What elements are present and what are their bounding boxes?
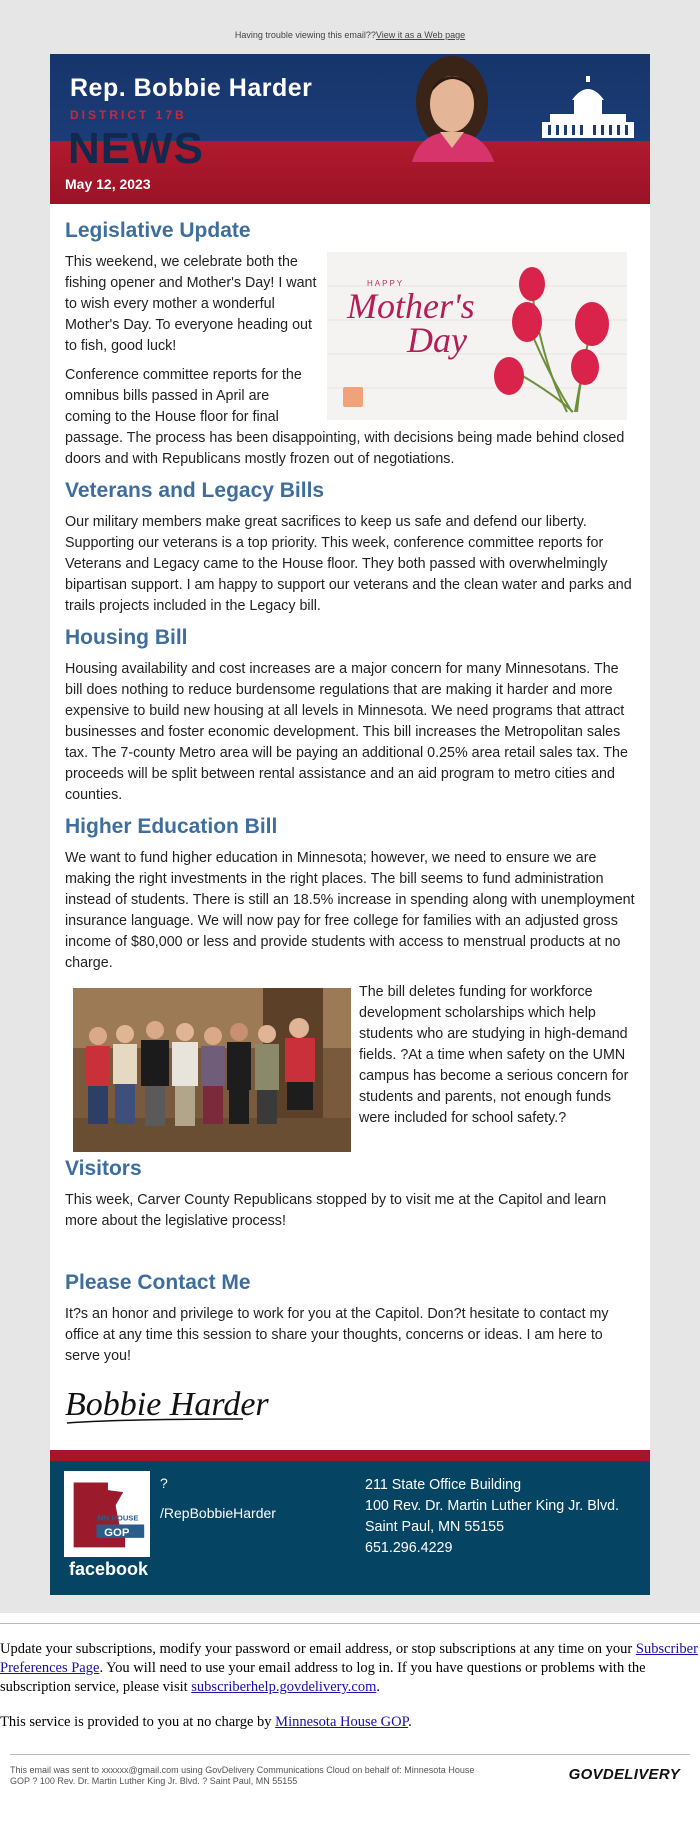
- card-mothers-text: Mother's: [347, 286, 475, 326]
- mn-house-gop-icon: [64, 1471, 150, 1557]
- newsletter-card: [50, 54, 650, 1595]
- legal-text: . You will need to use your email address to log in. If you have questions or problems with the subscription service, please visit: [0, 1660, 646, 1695]
- visitors-group-photo: [73, 988, 351, 1152]
- facebook-handle-link[interactable]: /RepBobbieHarder: [160, 1505, 276, 1521]
- visitors-heading: Visitors: [65, 1157, 142, 1180]
- address-line: 100 Rev. Dr. Martin Luther King Jr. Blvd.: [365, 1498, 620, 1514]
- capitol-icon: [540, 76, 636, 140]
- legal-p1: [0, 1640, 700, 1697]
- subscriber-help-link[interactable]: subscriberhelp.govdelivery.com: [191, 1679, 377, 1695]
- mothers-day-image: [327, 252, 627, 420]
- card-happy-text: HAPPY: [367, 279, 405, 288]
- subscriber-preferences-link[interactable]: Subscriber Preferences Page: [0, 1641, 698, 1676]
- higher-ed-heading: Higher Education Bill: [65, 815, 278, 838]
- higher-ed-p1: We want to fund higher education in Minnesota; however, we need to ensure we are making the right investments in the right places. The bill seems to fund administration instead of students. There is still an 18.5% increase in spending along with unemployment insurance language. We will now pay for free college for families with an adjusted gross income of $80,000 or less and provide students with access to menstrual products at no charge.: [65, 850, 635, 971]
- legislative-p1: This weekend, we celebrate both the fishing opener and Mother's Day! I want to wish every mother a wonderful Mother's Day. To everyone heading out to fish, good luck!: [65, 254, 317, 354]
- news-title: NEWS: [68, 124, 204, 173]
- legal-text: .: [376, 1679, 380, 1695]
- address-line: 211 State Office Building: [365, 1477, 522, 1493]
- contact-heading: Please Contact Me: [65, 1271, 251, 1294]
- veterans-p1: Our military members make great sacrifices to keep us safe and defend our liberty. Supporting our veterans is a top priority. This week, conference committee reports for Veterans and Legacy came to the House floor. They both passed with overwhelmingly bipartisan support. I am happy to support our veterans and the clean water and parks and trails projects included in the Legacy bill.: [65, 514, 632, 614]
- govdelivery-logo[interactable]: GOVDELIVERY: [568, 1766, 680, 1783]
- contact-footer: [50, 1461, 650, 1595]
- office-address: [365, 1475, 619, 1559]
- legislative-update-heading: Legislative Update: [65, 219, 251, 242]
- housing-p1: Housing availability and cost increases are a major concern for many Minnesotans. The bill does nothing to reduce burdensome regulations that are making it harder and more expensive to build new housing at all levels in Minnesota. We need programs that attract businesses and foster economic development. This bill increases the Metropolitan sales tax. The 7-county Metro area will be paying an additional 0.25% area retail sales tax. The proceeds will be split between rental assistance and an aid program to metro cities and counties.: [65, 661, 628, 803]
- minnesota-house-gop-link[interactable]: Minnesota House GOP: [275, 1714, 409, 1730]
- view-web-page-link[interactable]: View it as a Web page: [375, 30, 466, 40]
- preheader-text: Having trouble viewing this email??: [234, 30, 376, 40]
- footer-red-bar: [50, 1450, 650, 1461]
- district-label: DISTRICT 17B: [70, 108, 187, 122]
- visitors-p1: This week, Carver County Republicans stopped by to visit me at the Capitol and learn more about the legislative process!: [65, 1192, 607, 1229]
- rep-portrait: [390, 54, 515, 162]
- preheader: [0, 30, 700, 42]
- legal-text: Update your subscriptions, modify your password or email address, or stop subscriptions at any time on your: [0, 1641, 636, 1657]
- legislative-p2: Conference committee reports for the omnibus bills passed in April are coming to the House floor for final passage. The process has been disappointing, with decisions being made behind closed doors and with Republicans mostly frozen out of negotiations.: [65, 367, 625, 467]
- housing-heading: Housing Bill: [65, 626, 188, 649]
- logo-mn-house: MN HOUSE: [97, 1513, 139, 1523]
- contact-p1: It?s an honor and privilege to work for you at the Capitol. Don?t hesitate to contact my office at any time this session to share your thoughts, concerns or ideas. I am here to serve you!: [65, 1306, 609, 1364]
- signature-text: Bobbie Harder: [65, 1386, 269, 1423]
- legal-text: .: [408, 1714, 412, 1730]
- govdelivery-text: This email was sent to xxxxxx@gmail.com using GovDelivery Communications Cloud on behalf of: Minnesota House GOP ? 100 Rev. Dr. Martin Luther King Jr. Blvd. ? Saint Paul, MN 55155: [10, 1765, 475, 1786]
- newsletter-body: [50, 204, 650, 1450]
- header-banner: [50, 54, 650, 204]
- facebook-logo[interactable]: [64, 1471, 150, 1583]
- govdelivery-footer: [10, 1754, 690, 1799]
- phone-number: 651.296.4229: [365, 1540, 453, 1556]
- legal-p2: [0, 1713, 700, 1732]
- rep-name: Rep. Bobbie Harder: [70, 74, 313, 102]
- issue-date: May 12, 2023: [65, 176, 151, 192]
- higher-ed-p2: The bill deletes funding for workforce development scholarships which help students who are studying in high-demand fields. ?At a time when safety on the UMN campus has become a serious concern for students and parents, not enough funds were included for school safety.?: [359, 984, 629, 1126]
- veterans-heading: Veterans and Legacy Bills: [65, 479, 325, 502]
- logo-gop: GOP: [104, 1526, 130, 1539]
- signature: [65, 1379, 269, 1427]
- card-day-text: Day: [407, 320, 467, 360]
- facebook-question: ?: [160, 1475, 168, 1491]
- subscription-legal: [0, 1623, 700, 1732]
- legal-text: This service is provided to you at no charge by: [0, 1714, 276, 1730]
- address-line: Saint Paul, MN 55155: [365, 1519, 505, 1535]
- facebook-label: facebook: [69, 1559, 149, 1579]
